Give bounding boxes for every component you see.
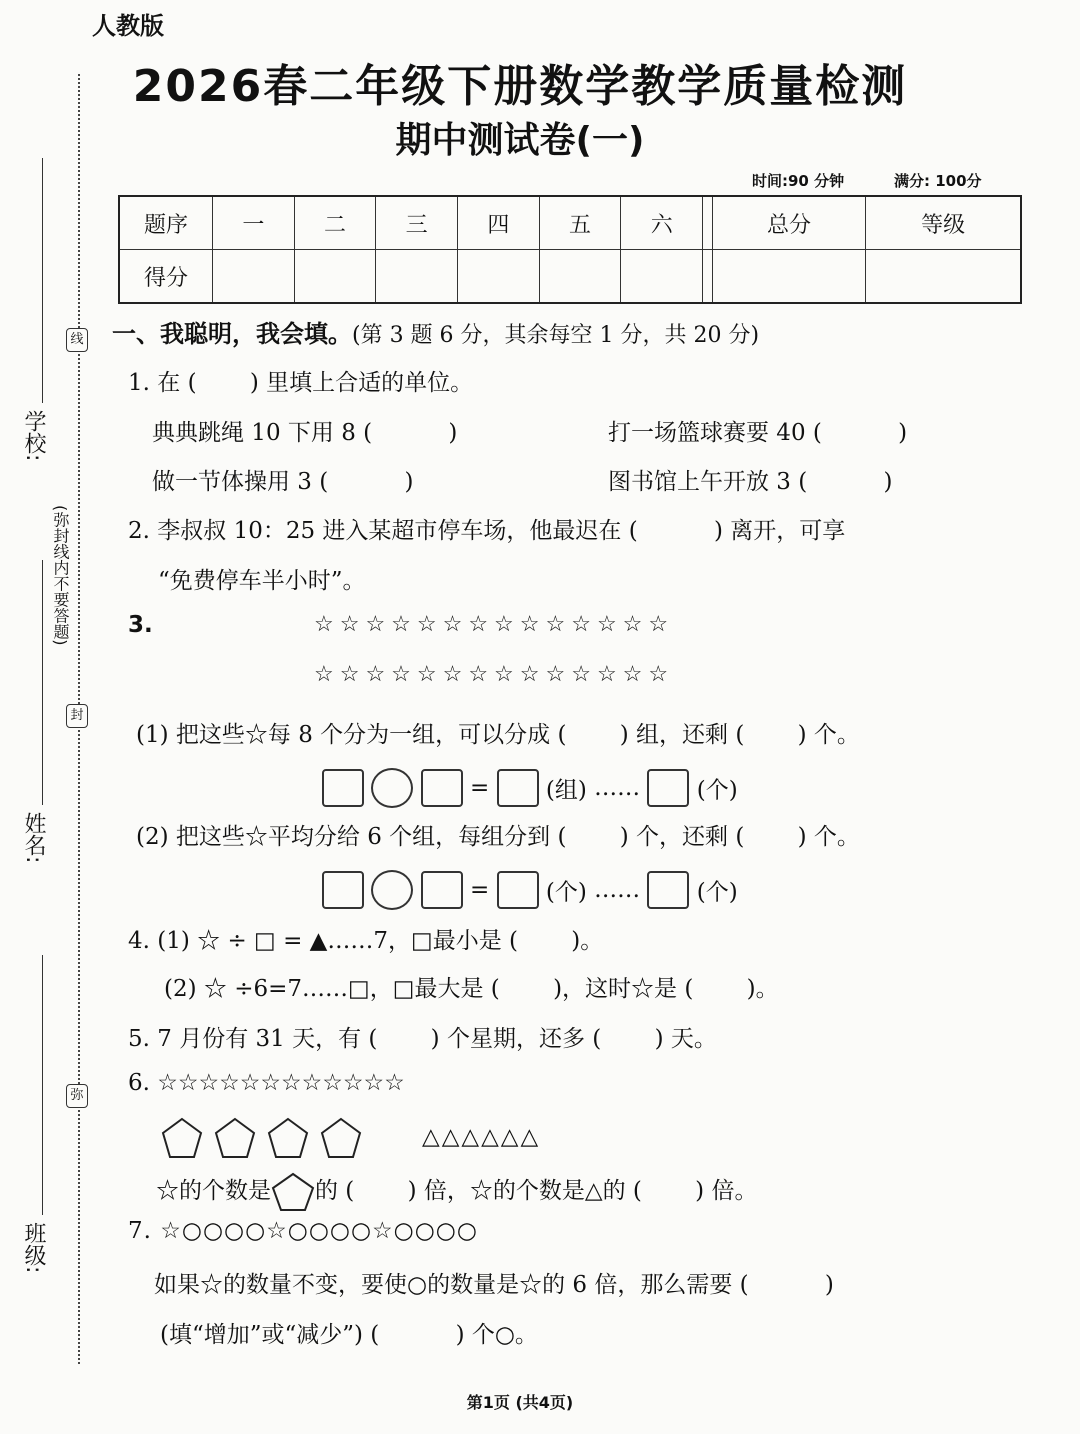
answer-box[interactable]	[421, 769, 463, 807]
q3-number: 3.	[128, 612, 153, 638]
answer-box[interactable]	[647, 769, 689, 807]
unit-label: (个)	[696, 777, 738, 804]
unit-label: (个)	[545, 879, 587, 906]
pentagon-icon	[269, 1119, 307, 1157]
score-table	[118, 195, 1022, 304]
q1-stem: 1. 在 ( ) 里填上合适的单位。	[128, 370, 474, 396]
equals-sign: =	[469, 775, 490, 801]
seal-warning-text: 弥封线内不要答题)	[51, 511, 70, 646]
class-label: 班级:	[21, 1222, 46, 1274]
q2-line1: 2. 李叔叔 10：25 进入某超市停车场，他最迟在 ( ) 离开，可享	[128, 518, 846, 544]
table-cell: 总分	[712, 196, 866, 250]
table-cell: 六	[621, 196, 703, 250]
answer-box[interactable]	[322, 769, 364, 807]
q6-text	[156, 1172, 757, 1212]
school-underline	[42, 158, 43, 403]
pentagon-icon	[322, 1119, 360, 1157]
answer-box[interactable]	[497, 769, 539, 807]
answer-box[interactable]	[421, 871, 463, 909]
q3-part1-equation	[322, 768, 738, 808]
table-cell: 三	[376, 196, 458, 250]
q1-item-b: 打一场篮球赛要 40 ( )	[608, 420, 908, 446]
score-table-score-row	[119, 250, 1021, 304]
score-cell[interactable]	[458, 250, 540, 304]
seal-marker-line: 线	[66, 328, 88, 352]
exam-time: 时间:90 分钟	[752, 172, 845, 190]
score-cell[interactable]	[703, 250, 713, 304]
q7-row: 7. ☆○○○○☆○○○○☆○○○○	[128, 1218, 478, 1244]
q3-stars-row-2: ☆☆☆☆☆☆☆☆☆☆☆☆☆☆	[314, 662, 675, 687]
q7-line1: 如果☆的数量不变，要使○的数量是☆的 6 倍，那么需要 ( )	[154, 1272, 834, 1298]
q1-item-c: 做一节体操用 3 ( )	[152, 469, 414, 495]
page-title: 2026春二年级下册数学教学质量检测	[132, 61, 908, 112]
remainder-dots: ……	[594, 775, 641, 801]
score-cell[interactable]	[539, 250, 621, 304]
seal-warning-open: (	[51, 505, 70, 512]
table-cell: 二	[294, 196, 376, 250]
score-cell[interactable]	[866, 250, 1021, 304]
pentagon-icon	[216, 1119, 254, 1157]
answer-box[interactable]	[322, 871, 364, 909]
score-cell[interactable]	[376, 250, 458, 304]
q7-line2: (填“增加”或“减少”) ( ) 个○。	[160, 1322, 538, 1348]
remainder-dots: ……	[594, 877, 641, 903]
equals-sign: =	[469, 877, 490, 903]
table-cell: 题序	[119, 196, 213, 250]
table-cell: 五	[539, 196, 621, 250]
score-cell[interactable]	[712, 250, 866, 304]
score-cell[interactable]	[213, 250, 295, 304]
pentagon-icon	[271, 1172, 315, 1212]
q3-part2: (2) 把这些☆平均分给 6 个组，每组分到 ( ) 个，还剩 ( ) 个。	[136, 824, 860, 850]
q1-item-d: 图书馆上午开放 3 ( )	[608, 469, 893, 495]
seal-marker-mi: 弥	[66, 1084, 88, 1108]
q3-part2-equation	[322, 870, 738, 910]
q6-pentagons	[160, 1116, 370, 1162]
seal-marker-seal: 封	[66, 704, 88, 728]
score-cell[interactable]	[621, 250, 703, 304]
score-table-header-row	[119, 196, 1021, 250]
q3-part1: (1) 把这些☆每 8 个分为一组，可以分成 ( ) 组，还剩 ( ) 个。	[136, 722, 860, 748]
q1-item-a: 典典跳绳 10 下用 8 ( )	[152, 420, 458, 446]
q6-stars: 6. ☆☆☆☆☆☆☆☆☆☆☆☆	[128, 1070, 405, 1096]
q6-text-a: ☆的个数是	[156, 1178, 271, 1204]
name-label: 姓名:	[21, 812, 46, 864]
q6-text-b: 的 ( ) 倍，☆的个数是△的 ( ) 倍。	[315, 1178, 758, 1204]
q5-text: 5. 7 月份有 31 天，有 ( ) 个星期，还多 ( ) 天。	[128, 1026, 717, 1052]
table-cell: 四	[458, 196, 540, 250]
unit-label: (组)	[545, 777, 587, 804]
table-cell: 得分	[119, 250, 213, 304]
table-cell	[703, 196, 713, 250]
operator-circle[interactable]	[371, 870, 413, 910]
score-cell[interactable]	[294, 250, 376, 304]
pentagon-icon	[163, 1119, 201, 1157]
name-underline	[42, 560, 43, 805]
class-underline	[42, 955, 43, 1215]
q4-part2: (2) ☆ ÷6=7……□，□最大是 ( )，这时☆是 ( )。	[164, 976, 779, 1002]
section-title: 一、我聪明，我会填。	[112, 320, 352, 348]
unit-label: (个)	[696, 879, 738, 906]
q6-triangles: △△△△△△	[422, 1124, 541, 1150]
table-cell: 等级	[866, 196, 1021, 250]
page-subtitle: 期中测试卷(一)	[395, 120, 645, 161]
edition-label: 人教版	[92, 12, 164, 40]
q3-stars-row-1: ☆☆☆☆☆☆☆☆☆☆☆☆☆☆	[314, 612, 675, 637]
section-heading	[112, 314, 759, 349]
operator-circle[interactable]	[371, 768, 413, 808]
full-score: 满分: 100分	[894, 172, 982, 190]
answer-box[interactable]	[647, 871, 689, 909]
q4-part1: 4. (1) ☆ ÷ □ = ▲……7，□最小是 ( )。	[128, 928, 604, 954]
page-footer: 第1页 (共4页)	[466, 1393, 574, 1412]
table-cell: 一	[213, 196, 295, 250]
q2-line2: “免费停车半小时”。	[158, 568, 366, 594]
school-label: 学校:	[21, 410, 46, 462]
answer-box[interactable]	[497, 871, 539, 909]
section-note: (第 3 题 6 分，其余每空 1 分，共 20 分)	[352, 323, 760, 348]
seal-warning	[50, 505, 70, 646]
